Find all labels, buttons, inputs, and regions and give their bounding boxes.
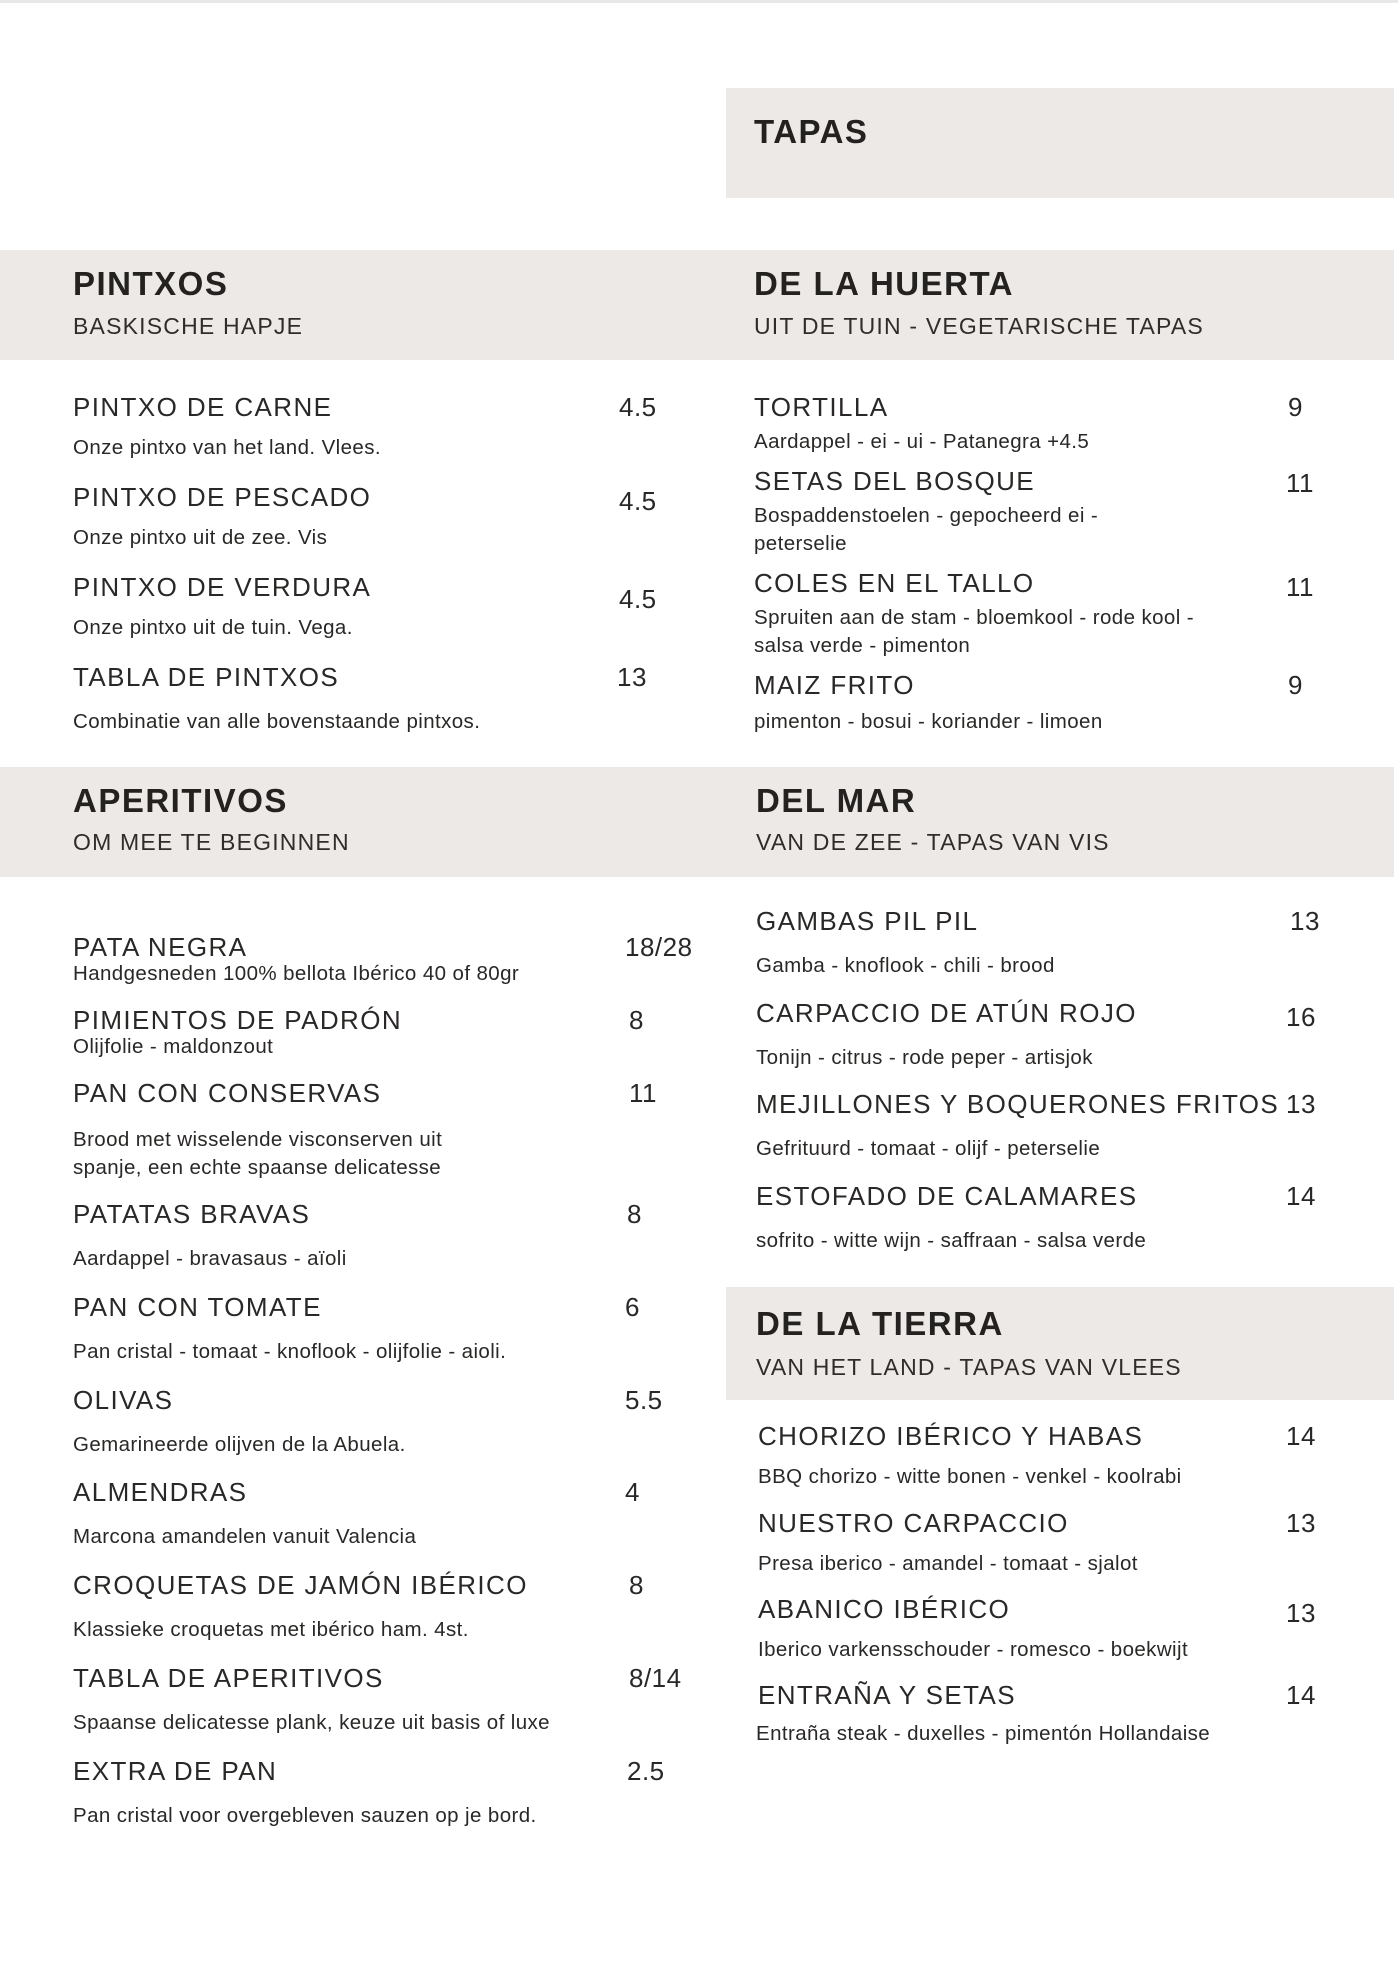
item-description: Klassieke croquetas met ibérico ham. 4st.	[73, 1618, 469, 1641]
item-name: SETAS DEL BOSQUE	[754, 466, 1036, 496]
item-name: MEJILLONES Y BOQUERONES FRITOS	[756, 1089, 1280, 1119]
item-name: ABANICO IBÉRICO	[758, 1594, 1011, 1624]
item-description: Bospaddenstoelen - gepocheerd ei - peterselie	[754, 504, 1099, 555]
item-name: CROQUETAS DE JAMÓN IBÉRICO	[73, 1570, 528, 1600]
item-price: 8	[629, 1005, 644, 1035]
item-name: PINTXO DE PESCADO	[73, 482, 372, 512]
tierra-subtitle: VAN HET LAND - TAPAS VAN VLEES	[756, 1354, 1182, 1380]
page-title: TAPAS	[754, 113, 869, 150]
item-description: Pan cristal - tomaat - knoflook - olijfolie - aioli.	[73, 1340, 507, 1363]
tierra-band	[726, 1287, 1394, 1400]
item-description: Onze pintxo van het land. Vlees.	[73, 436, 381, 459]
item-price: 11	[1286, 468, 1314, 498]
item-price: 4.5	[619, 392, 657, 422]
item-name: CARPACCIO DE ATÚN ROJO	[756, 998, 1137, 1028]
item-name: MAIZ FRITO	[754, 670, 915, 700]
item-description: pimenton - bosui - koriander - limoen	[754, 710, 1103, 733]
item-name: COLES EN EL TALLO	[754, 568, 1035, 598]
aperitivos-subtitle: OM MEE TE BEGINNEN	[73, 829, 350, 855]
item-name: PATA NEGRA	[73, 932, 248, 962]
item-name: TABLA DE APERITIVOS	[73, 1663, 384, 1693]
huerta-title: DE LA HUERTA	[754, 265, 1014, 302]
item-description: Aardappel - bravasaus - aïoli	[73, 1247, 347, 1270]
top-divider	[0, 0, 1398, 3]
item-price: 14	[1286, 1421, 1316, 1451]
item-price: 8/14	[629, 1663, 682, 1693]
item-description: Gefrituurd - tomaat - olijf - peterselie	[756, 1137, 1101, 1160]
item-price: 8	[627, 1199, 642, 1229]
item-price: 6	[625, 1292, 640, 1322]
item-price: 14	[1286, 1680, 1316, 1710]
pintxos-title: PINTXOS	[73, 265, 229, 302]
item-description: Gemarineerde olijven de la Abuela.	[73, 1433, 406, 1456]
pintxos-subtitle: BASKISCHE HAPJE	[73, 313, 304, 339]
item-name: OLIVAS	[73, 1385, 174, 1415]
item-price: 2.5	[627, 1756, 665, 1786]
item-name: PATATAS BRAVAS	[73, 1199, 311, 1229]
item-price: 9	[1288, 670, 1303, 700]
tierra-title: DE LA TIERRA	[756, 1305, 1004, 1342]
item-description: Aardappel - ei - ui - Patanegra +4.5	[754, 430, 1090, 453]
item-name: ALMENDRAS	[73, 1477, 248, 1507]
item-description: Entraña steak - duxelles - pimentón Hollandaise	[756, 1722, 1211, 1745]
item-description: Spaanse delicatesse plank, keuze uit basis of luxe	[73, 1711, 550, 1734]
item-price: 16	[1286, 1002, 1316, 1032]
item-description: Onze pintxo uit de zee. Vis	[73, 526, 328, 549]
item-name: NUESTRO CARPACCIO	[758, 1508, 1069, 1538]
item-price: 11	[1286, 572, 1314, 602]
item-name: EXTRA DE PAN	[73, 1756, 278, 1786]
item-description: sofrito - witte wijn - saffraan - salsa verde	[756, 1229, 1147, 1252]
item-name: PAN CON TOMATE	[73, 1292, 322, 1322]
item-description: BBQ chorizo - witte bonen - venkel - koolrabi	[758, 1465, 1182, 1488]
item-price: 4.5	[619, 584, 657, 614]
item-name: ESTOFADO DE CALAMARES	[756, 1181, 1138, 1211]
item-name: CHORIZO IBÉRICO Y HABAS	[758, 1421, 1144, 1451]
item-name: GAMBAS PIL PIL	[756, 906, 979, 936]
item-price: 13	[1290, 906, 1320, 936]
item-name: PINTXO DE VERDURA	[73, 572, 372, 602]
item-name: PINTXO DE CARNE	[73, 392, 333, 422]
item-description: Handgesneden 100% bellota Ibérico 40 of 80gr	[73, 962, 520, 985]
item-price: 5.5	[625, 1385, 663, 1415]
item-price: 13	[1286, 1508, 1316, 1538]
item-description: Brood met wisselende visconserven uit spanje, een echte spaanse delicatesse	[73, 1128, 443, 1179]
item-price: 13	[1286, 1089, 1316, 1119]
item-price: 4	[625, 1477, 640, 1507]
item-description: Spruiten aan de stam - bloemkool - rode kool - salsa verde - pimenton	[754, 606, 1195, 657]
item-price: 8	[629, 1570, 644, 1600]
item-description: Pan cristal voor overgebleven sauzen op je bord.	[73, 1804, 537, 1827]
item-name: PIMIENTOS DE PADRÓN	[73, 1005, 403, 1035]
item-description: Presa iberico - amandel - tomaat - sjalot	[758, 1552, 1138, 1575]
item-description: Marcona amandelen vanuit Valencia	[73, 1525, 417, 1548]
item-description: Gamba - knoflook - chili - brood	[756, 954, 1055, 977]
item-name: TORTILLA	[754, 392, 889, 422]
huerta-subtitle: UIT DE TUIN - VEGETARISCHE TAPAS	[754, 313, 1204, 339]
aperitivos-title: APERITIVOS	[73, 782, 288, 819]
item-price: 11	[629, 1078, 657, 1108]
item-name: PAN CON CONSERVAS	[73, 1078, 382, 1108]
item-price: 13	[617, 662, 647, 692]
mar-subtitle: VAN DE ZEE - TAPAS VAN VIS	[756, 829, 1110, 855]
item-name: ENTRAÑA Y SETAS	[758, 1680, 1016, 1710]
item-name: TABLA DE PINTXOS	[73, 662, 340, 692]
item-price: 4.5	[619, 486, 657, 516]
item-description: Iberico varkensschouder - romesco - boekwijt	[758, 1638, 1189, 1661]
item-price: 13	[1286, 1598, 1316, 1628]
item-price: 18/28	[625, 932, 693, 962]
item-price: 14	[1286, 1181, 1316, 1211]
item-description: Combinatie van alle bovenstaande pintxos.	[73, 710, 481, 733]
item-description: Onze pintxo uit de tuin. Vega.	[73, 616, 353, 639]
item-price: 9	[1288, 392, 1303, 422]
mar-title: DEL MAR	[756, 782, 917, 819]
item-description: Olijfolie - maldonzout	[73, 1035, 274, 1058]
item-description: Tonijn - citrus - rode peper - artisjok	[756, 1046, 1093, 1069]
